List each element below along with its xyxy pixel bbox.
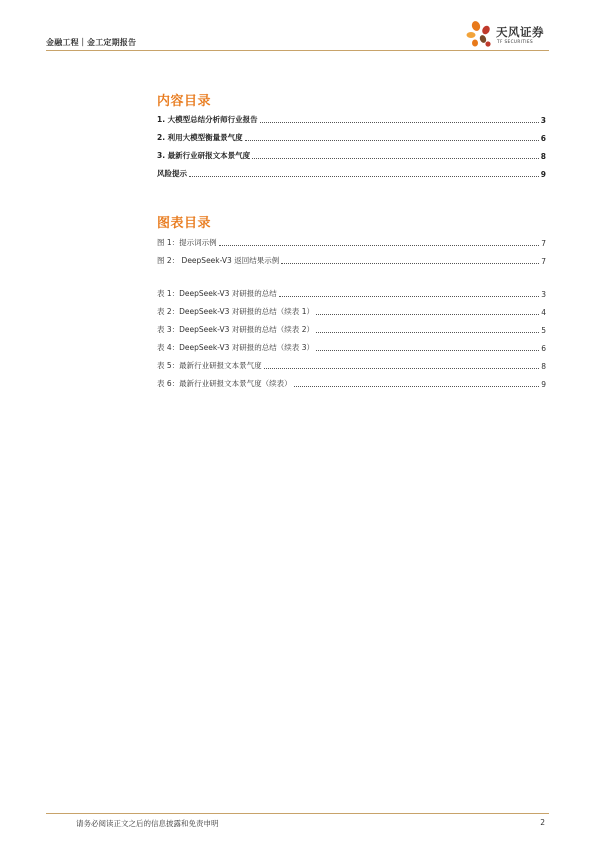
table-item-page: 6 — [541, 344, 546, 353]
toc-item-page: 3 — [540, 116, 546, 125]
tf-securities-logo-icon — [466, 20, 494, 50]
toc-leader-dots — [316, 332, 539, 333]
contents-title: 内容目录 — [157, 94, 212, 109]
toc-leader-dots — [294, 386, 540, 387]
table-item-page: 4 — [541, 308, 546, 317]
page-number: 2 — [540, 818, 545, 827]
table-item-label: 表 4：DeepSeek-V3 对研报的总结（续表 3） — [157, 343, 314, 352]
toc-leader-dots — [252, 158, 539, 159]
figures-title: 图表目录 — [157, 216, 212, 231]
toc-item[interactable] — [157, 131, 546, 143]
toc-item-page: 9 — [540, 170, 546, 179]
table-item-label: 表 2：DeepSeek-V3 对研报的总结（续表 1） — [157, 307, 314, 316]
toc-item-page: 6 — [540, 134, 546, 143]
table-item-label: 表 5：最新行业研报文本景气度 — [157, 361, 262, 370]
table-item-page: 3 — [541, 290, 546, 299]
figure-item-label: 图 2： DeepSeek-V3 返回结果示例 — [157, 256, 280, 265]
toc-leader-dots — [189, 176, 539, 177]
table-item-label: 表 3：DeepSeek-V3 对研报的总结（续表 2） — [157, 325, 314, 334]
toc-leader-dots — [281, 263, 539, 264]
toc-leader-dots — [264, 368, 540, 369]
toc-item-label: 3. 最新行业研报文本景气度 — [157, 151, 251, 160]
toc-item-label: 1. 大模型总结分析师行业报告 — [157, 115, 258, 124]
logo-chinese-name: 天风证券 — [496, 25, 544, 39]
table-item-label: 表 6：最新行业研报文本景气度（续表） — [157, 379, 292, 388]
table-list-item[interactable] — [157, 305, 546, 317]
toc-leader-dots — [316, 314, 539, 315]
table-item-page: 5 — [541, 326, 546, 335]
toc-item[interactable] — [157, 113, 546, 125]
table-item-page: 8 — [541, 362, 546, 371]
toc-leader-dots — [245, 140, 539, 141]
figure-item-page: 7 — [541, 239, 546, 248]
header-divider — [46, 50, 549, 51]
figure-list-item[interactable] — [157, 236, 546, 248]
toc-item[interactable] — [157, 149, 546, 161]
header-report-type: 金融工程｜金工定期报告 — [46, 38, 137, 47]
logo-english-name: TF SECURITIES — [497, 39, 534, 44]
toc-item-label: 风险提示 — [157, 169, 187, 178]
toc-leader-dots — [316, 350, 539, 351]
table-list-item[interactable] — [157, 377, 546, 389]
figure-item-page: 7 — [541, 257, 546, 266]
toc-leader-dots — [260, 122, 539, 123]
footer-divider — [46, 813, 549, 814]
toc-item-label: 2. 利用大模型衡量景气度 — [157, 133, 243, 142]
table-list-item[interactable] — [157, 359, 546, 371]
company-logo — [466, 20, 556, 50]
figure-item-label: 图 1：提示词示例 — [157, 238, 217, 247]
table-list-item[interactable] — [157, 341, 546, 353]
table-list-item[interactable] — [157, 323, 546, 335]
toc-item-page: 8 — [540, 152, 546, 161]
table-item-page: 9 — [541, 380, 546, 389]
table-list-item[interactable] — [157, 287, 546, 299]
figure-list-item[interactable] — [157, 254, 546, 266]
toc-leader-dots — [219, 245, 540, 246]
toc-leader-dots — [279, 296, 539, 297]
table-item-label: 表 1：DeepSeek-V3 对研报的总结 — [157, 289, 277, 298]
toc-item[interactable] — [157, 167, 546, 179]
footer-disclaimer: 请务必阅读正文之后的信息披露和免责申明 — [76, 819, 219, 828]
